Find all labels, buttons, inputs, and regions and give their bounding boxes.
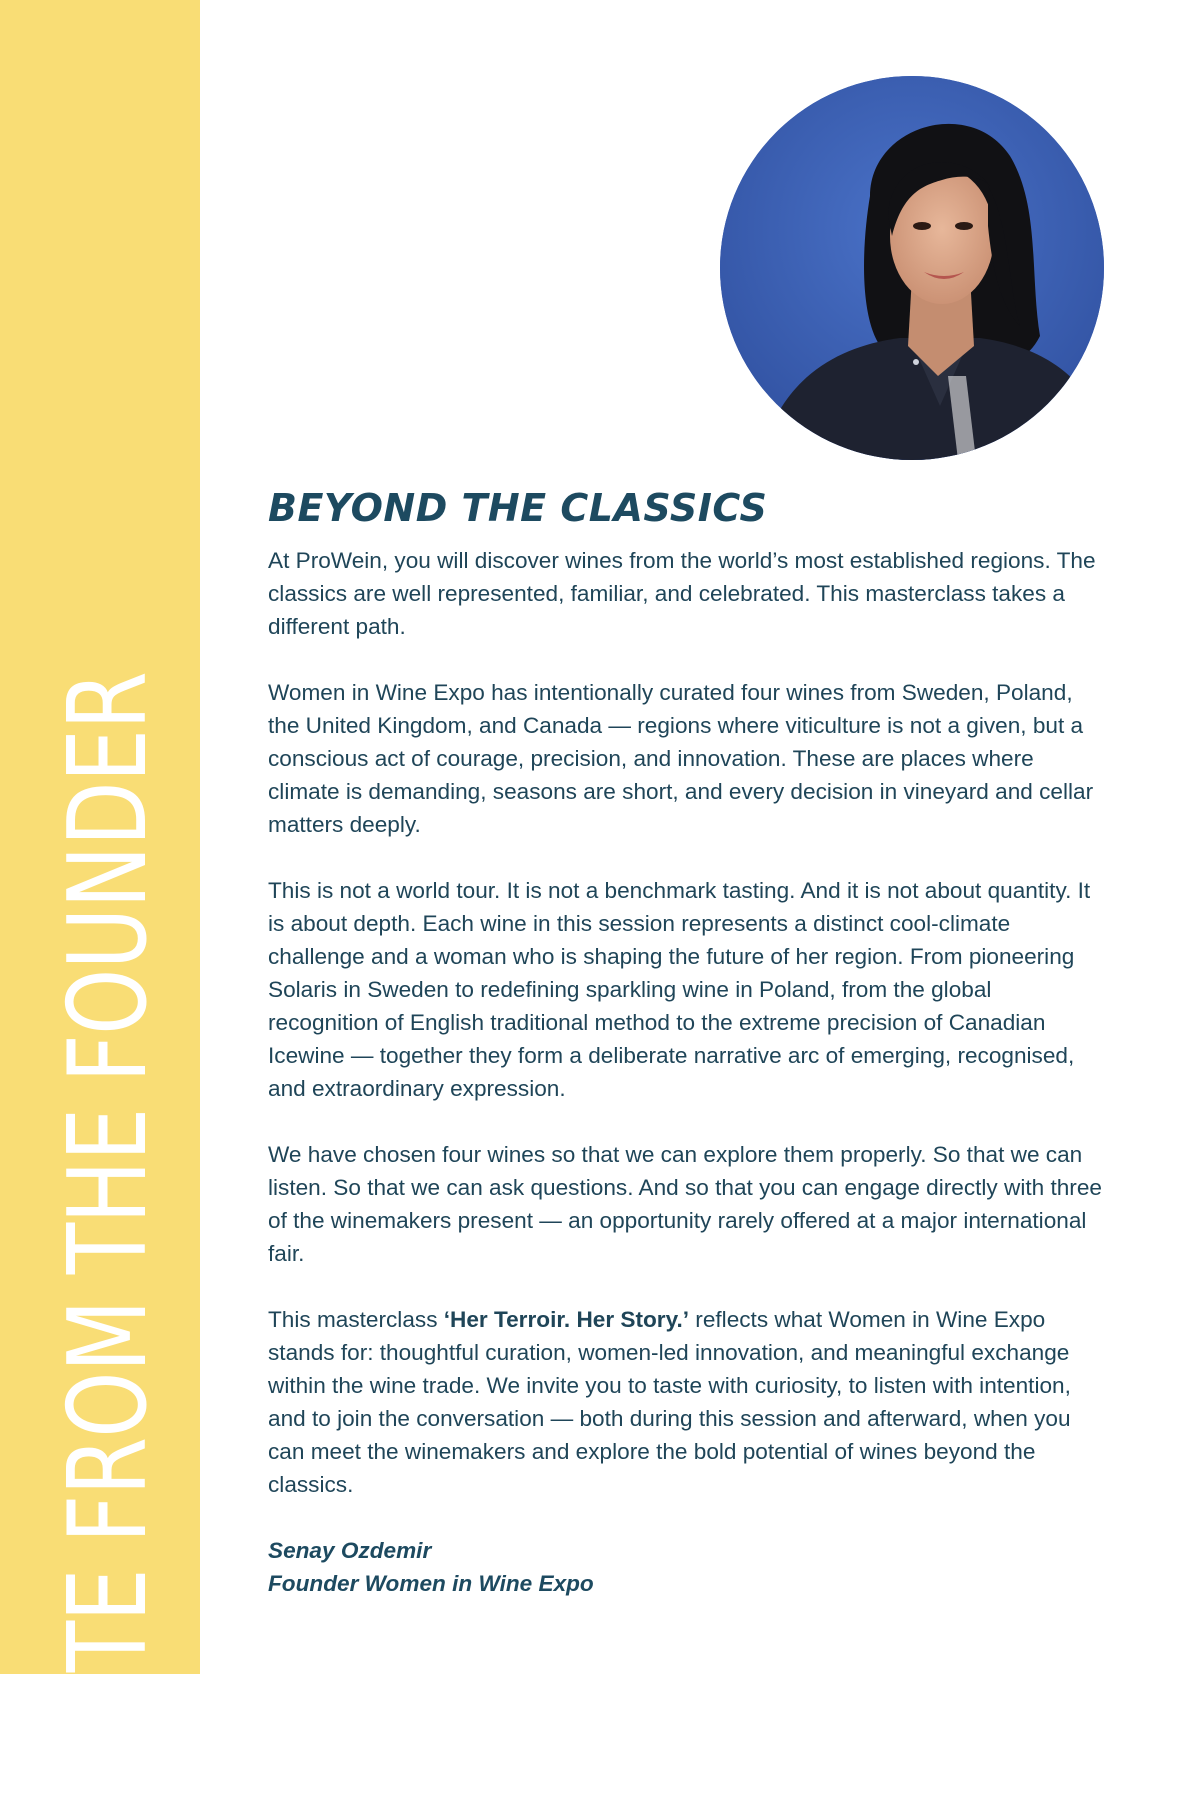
signature-role: Founder Women in Wine Expo [268,1571,594,1596]
founder-portrait [720,76,1104,460]
signature-name: Senay Ozdemir [268,1538,432,1563]
article-paragraph-5 [268,1303,1108,1501]
article-paragraph-2: Women in Wine Expo has intentionally curated four wines from Sweden, Poland, the United Kingdom, and Canada — regions where viticulture is not a given, but a conscious act of courage, precision, and innovation. These are places where climate is demanding, seasons are short, and every decision in vineyard and cellar matters deeply. [268,680,1094,837]
article-paragraph-3: This is not a world tour. It is not a benchmark tasting. And it is not about quantity. It is about depth. Each wine in this session represents a distinct cool-climate challenge and a woman who is shaping the future of her region. From pioneering Solaris in Sweden to redefining sparkling wine in Poland, from the global recognition of English traditional method to the extreme precision of Canadian Icewine — together they form a deliberate narrative arc of emerging, recognised, and extraordinary expression. [268,878,1091,1101]
signature [268,1534,1108,1600]
sidebar-title: NOTE FROM THE FOUNDER [46,671,171,1800]
article [268,480,1108,1600]
article-paragraph-4: We have chosen four wines so that we can explore them properly. So that we can listen. So that we can ask questions. And so that you can engage directly with three of the winemakers present — an opportunity rarely offered at a major international fair. [268,1142,1102,1266]
masterclass-name: ‘Her Terroir. Her Story.’ [443,1307,690,1332]
article-paragraph-1: At ProWein, you will discover wines from the world’s most established regions. The classics are well represented, familiar, and celebrated. This masterclass takes a different path. [268,548,1096,639]
paragraph-5-body: reflects what Women in Wine Expo stands for: thoughtful curation, women-led innovation, and meaningful exchange within the wine trade. We invite you to taste with curiosity, to listen with intention, and to join the conversation — both during this session and afterward, when you can meet the winemakers and explore the bold potential of wines beyond the classics. [268,1307,1071,1497]
paragraph-5-intro: This masterclass [268,1307,444,1332]
sidebar [0,0,200,1800]
article-title: BEYOND THE CLASSICS [268,486,768,530]
